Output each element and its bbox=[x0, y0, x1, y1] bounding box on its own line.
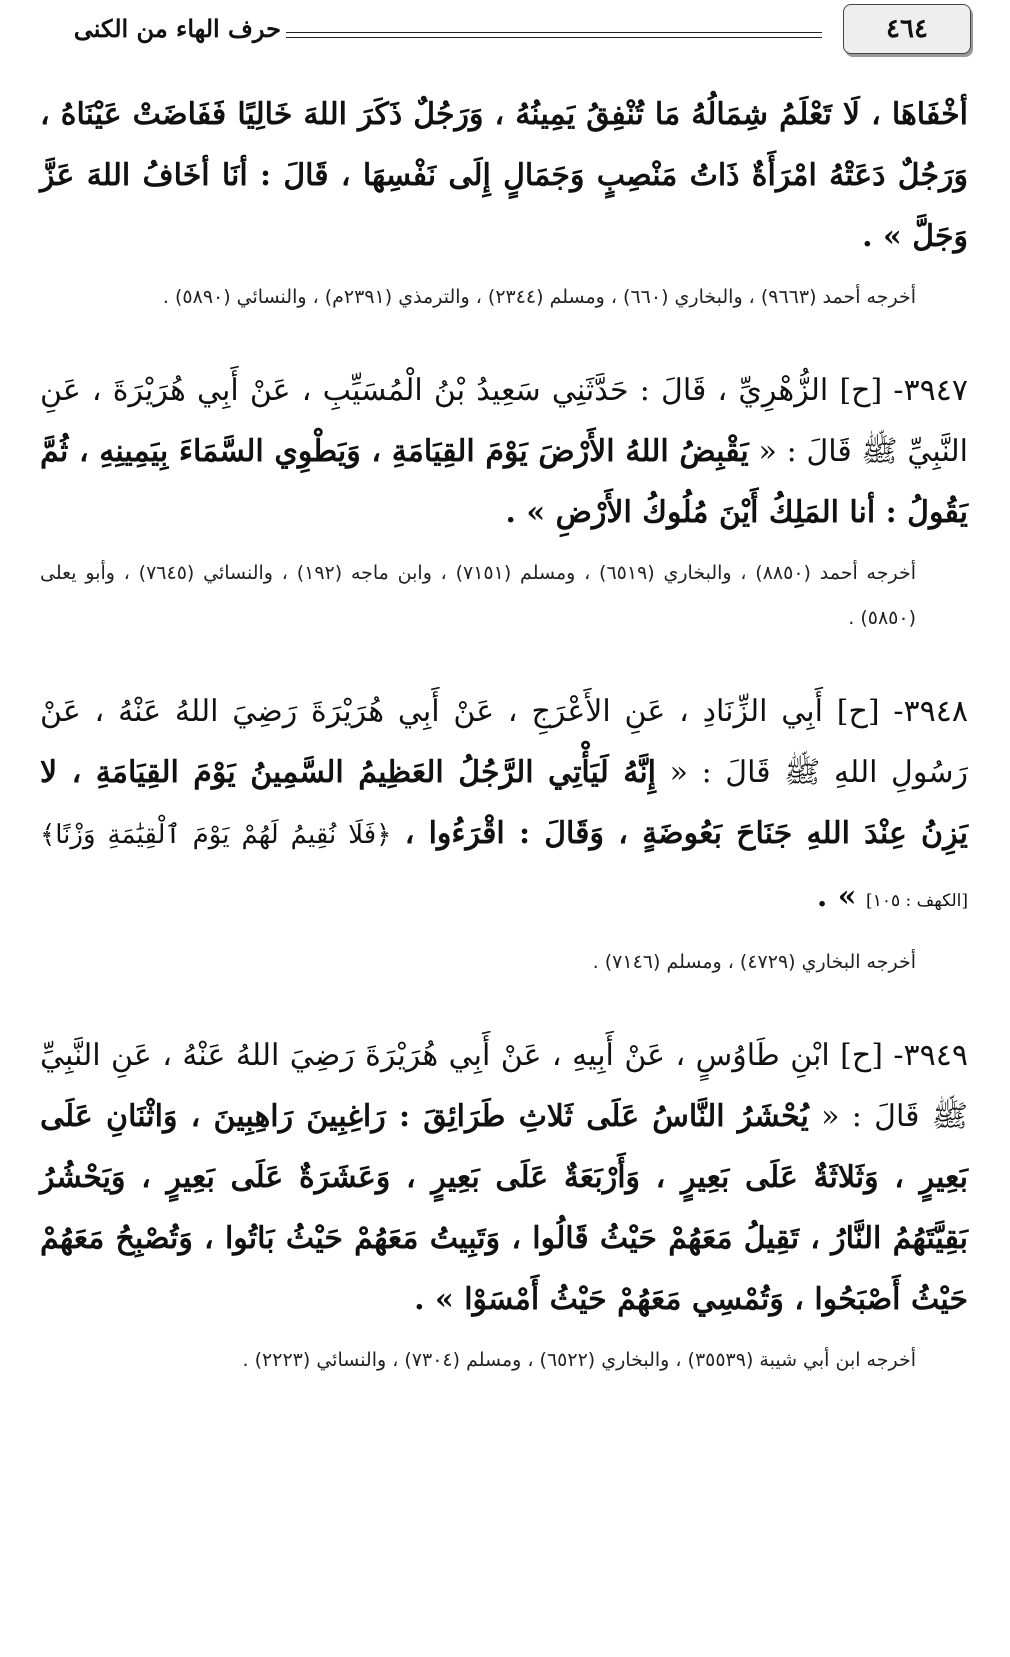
page-number: ٤٦٤ bbox=[843, 4, 971, 54]
quran-ayah: ﴿فَلَا نُقِيمُ لَهُمْ يَوْمَ ٱلْقِيَٰمَةِ وَزْنًا﴾ bbox=[40, 820, 392, 850]
hadith-block-continuation bbox=[40, 84, 968, 320]
hadith-text bbox=[40, 1025, 968, 1330]
ayah-reference: [الكهف : ١٠٥] bbox=[866, 891, 968, 911]
hadith-block-3947 bbox=[40, 360, 968, 641]
hadith-closing: » . bbox=[816, 879, 857, 914]
hadith-matn: يُحْشَرُ النَّاسُ عَلَى ثَلاثِ طَرَائِقَ : رَاغِبِينَ رَاهِبِينَ ، وَاثْنَانِ عَلَى بَعِيرٍ ، وَثَلاثَةٌ عَلَى بَعِيرٍ ، وَأَرْبَعَةٌ عَلَى بَعِيرٍ ، وَعَشَرَةٌ عَلَى بَعِيرٍ ، وَيَحْشُرُ بَقِيَّتَهُمُ النَّارُ ، تَقِيلُ مَعَهُمْ حَيْثُ قَالُوا ، وَتَبِيتُ مَعَهُمْ حَيْثُ بَاتُوا ، وَتُصْبِحُ مَعَهُمْ حَيْثُ أَصْبَحُوا ، وَتُمْسِي مَعَهُمْ حَيْثُ أَمْسَوْا » . bbox=[40, 1099, 968, 1317]
hadith-takhrij: أخرجه ابن أبي شيبة (٣٥٥٣٩) ، والبخاري (٦٥٢٢) ، ومسلم (٧٣٠٤) ، والنسائي (٢٢٢٣) . bbox=[242, 1349, 916, 1371]
hadith-matn: أخْفَاهَا ، لَا تَعْلَمُ شِمَالُهُ مَا تُنْفِقُ يَمِينُهُ ، وَرَجُلٌ ذَكَرَ اللهَ خَالِيًا فَفَاضَتْ عَيْنَاهُ ، وَرَجُلٌ دَعَتْهُ امْرَأَةٌ ذَاتُ مَنْصِبٍ وَجَمَالٍ إِلَى نَفْسِهَا ، قَالَ : أنَا أخَافُ اللهَ عَزَّ وَجَلَّ » . bbox=[40, 97, 968, 254]
hadith-matn: إِنَّهُ لَيَأْتِي الرَّجُلُ العَظِيمُ السَّمِينُ يَوْمَ القِيَامَةِ ، لا يَزِنُ عِنْدَ اللهِ جَنَاحَ بَعُوضَةٍ ، وَقَالَ : اقْرَءُوا ، bbox=[40, 755, 968, 851]
hadith-takhrij: أخرجه أحمد (٨٨٥٠) ، والبخاري (٦٥١٩) ، ومسلم (٧١٥١) ، وابن ماجه (١٩٢) ، والنسائي (٧٦٤٥) ، وأبو يعلى (٥٨٥٠) . bbox=[40, 562, 916, 629]
running-title: حرف الهاء من الكنى bbox=[73, 14, 281, 43]
page-content bbox=[40, 84, 968, 1423]
hadith-isnad: ٣٩٤٧- [ح] الزُّهْرِيِّ ، قَالَ : حَدَّثَنِي سَعِيدُ بْنُ الْمُسَيِّبِ ، عَنْ أَبِي هُرَيْرَةَ ، عَنِ النَّبِيِّ ﷺ قَالَ : « bbox=[40, 373, 968, 469]
hadith-block-3948 bbox=[40, 681, 968, 985]
hadith-text bbox=[40, 84, 968, 267]
page-header bbox=[0, 0, 1010, 70]
hadith-takhrij: أخرجه أحمد (٩٦٦٣) ، والبخاري (٦٦٠) ، ومسلم (٢٣٤٤) ، والترمذي (٢٣٩١م) ، والنسائي (٥٨٩٠) . bbox=[162, 286, 916, 308]
hadith-matn: يَقْبِضُ اللهُ الأَرْضَ يَوْمَ القِيَامَةِ ، وَيَطْوِي السَّمَاءَ بِيَمِينِهِ ، ثُمَّ يَقُولُ : أنا المَلِكُ أَيْنَ مُلُوكُ الأَرْضِ » . bbox=[40, 434, 968, 530]
hadith-takhrij: أخرجه البخاري (٤٧٢٩) ، ومسلم (٧١٤٦) . bbox=[592, 951, 916, 973]
hadith-text bbox=[40, 360, 968, 543]
hadith-text bbox=[40, 681, 968, 932]
hadith-isnad: ٣٩٤٩- [ح] ابْنِ طَاوُسٍ ، عَنْ أَبِيهِ ، عَنْ أَبِي هُرَيْرَةَ رَضِيَ اللهُ عَنْهُ ، عَنِ النَّبِيِّ ﷺ قَالَ : « bbox=[40, 1038, 968, 1134]
hadith-isnad: ٣٩٤٨- [ح] أَبِي الزِّنَادِ ، عَنِ الأَعْرَجِ ، عَنْ أَبِي هُرَيْرَةَ رَضِيَ اللهُ عَنْهُ ، عَنْ رَسُولِ اللهِ ﷺ قَالَ : « bbox=[40, 694, 968, 790]
hadith-block-3949 bbox=[40, 1025, 968, 1383]
header-rule bbox=[286, 32, 822, 38]
